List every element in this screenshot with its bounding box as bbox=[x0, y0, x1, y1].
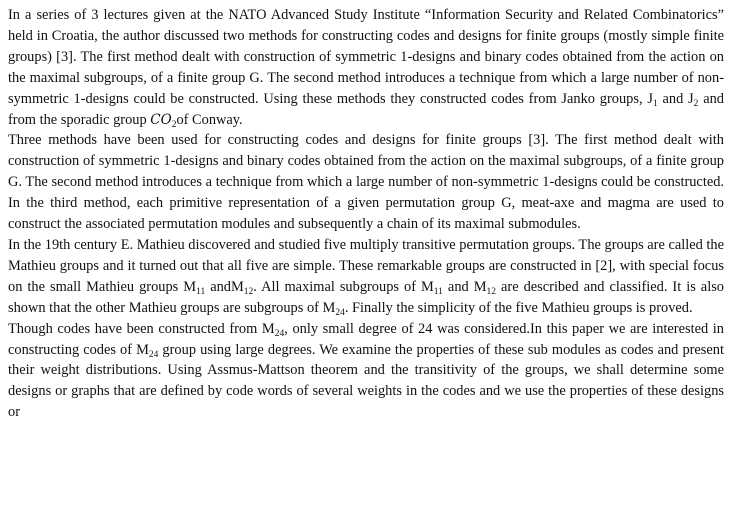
text-run: and J bbox=[657, 90, 694, 107]
text-run: group using large degrees. We examine the properties of these sub modules as codes and present their weight distributions. Using Assmus-Mattson theorem and the transitivity of the groups, we shall determine some designs or graphs that are defined by code words of several weights in the codes and we use the properties of these designs or bbox=[8, 341, 724, 421]
text-run: , only small degree of 24 was considered.In this paper we are interested in constructing codes of M bbox=[8, 320, 724, 358]
document-body bbox=[8, 5, 724, 423]
subscript: 2 bbox=[693, 98, 699, 109]
text-run: of Conway. bbox=[176, 111, 243, 128]
math-symbol: CO bbox=[150, 111, 172, 128]
paragraph-mathieu-groups bbox=[8, 235, 724, 319]
text-run: In the 19th century E. Mathieu discovered and studied five multiply transitive permutation groups. The groups are called the Mathieu groups and it turned out that all five are simple. These remarkable groups are constructed in [2], with special focus on the small Mathieu groups M bbox=[8, 236, 724, 295]
text-run: and from the sporadic group bbox=[8, 90, 724, 128]
subscript: 11 bbox=[196, 286, 206, 297]
text-run: . Finally the simplicity of the five Mathieu groups is proved. bbox=[344, 299, 693, 316]
text-run: and M bbox=[442, 278, 487, 295]
paragraph-three-methods bbox=[8, 130, 724, 235]
text-run: andM bbox=[205, 278, 244, 295]
subscript: 2 bbox=[171, 119, 177, 130]
subscript: 24 bbox=[148, 349, 159, 360]
paragraph-nato-lectures bbox=[8, 5, 724, 130]
subscript: 1 bbox=[652, 98, 658, 109]
text-run: Though codes have been constructed from M bbox=[8, 320, 275, 337]
text-run: . All maximal subgroups of M bbox=[253, 278, 434, 295]
subscript: 11 bbox=[433, 286, 443, 297]
subscript: 12 bbox=[243, 286, 254, 297]
subscript: 24 bbox=[274, 328, 285, 339]
text-run: In a series of 3 lectures given at the NATO Advanced Study Institute “Information Security and Related Combinatorics” held in Croatia, the author discussed two methods for constructing codes and designs for finite groups (mostly simple finite groups) [3]. The first method dealt with construction of symmetric 1-designs and binary codes obtained from the action on the maximal subgroups, of a finite group G. The second method introduces a technique from which a large number of non-symmetric 1-designs could be constructed. Using these methods they constructed codes from Janko groups, J bbox=[8, 7, 724, 107]
text-run: are described and classified. It is also shown that the other Mathieu groups are subgroups of M bbox=[8, 278, 724, 316]
text-run: Three methods have been used for constructing codes and designs for finite groups [3]. The first method dealt with construction of symmetric 1-designs and binary codes obtained from the action on the maximal subgroups, of a finite group G. The second method introduces a technique from which a large number of non-symmetric 1-designs could be constructed. In the third method, each primitive representation of a given permutation group G, meat-axe and magma are used to construct the associated permutation modules and subsequently a chain of its maximal submodules. bbox=[8, 132, 724, 233]
paragraph-m24-codes bbox=[8, 319, 724, 424]
subscript: 12 bbox=[486, 286, 497, 297]
subscript: 24 bbox=[335, 307, 345, 318]
